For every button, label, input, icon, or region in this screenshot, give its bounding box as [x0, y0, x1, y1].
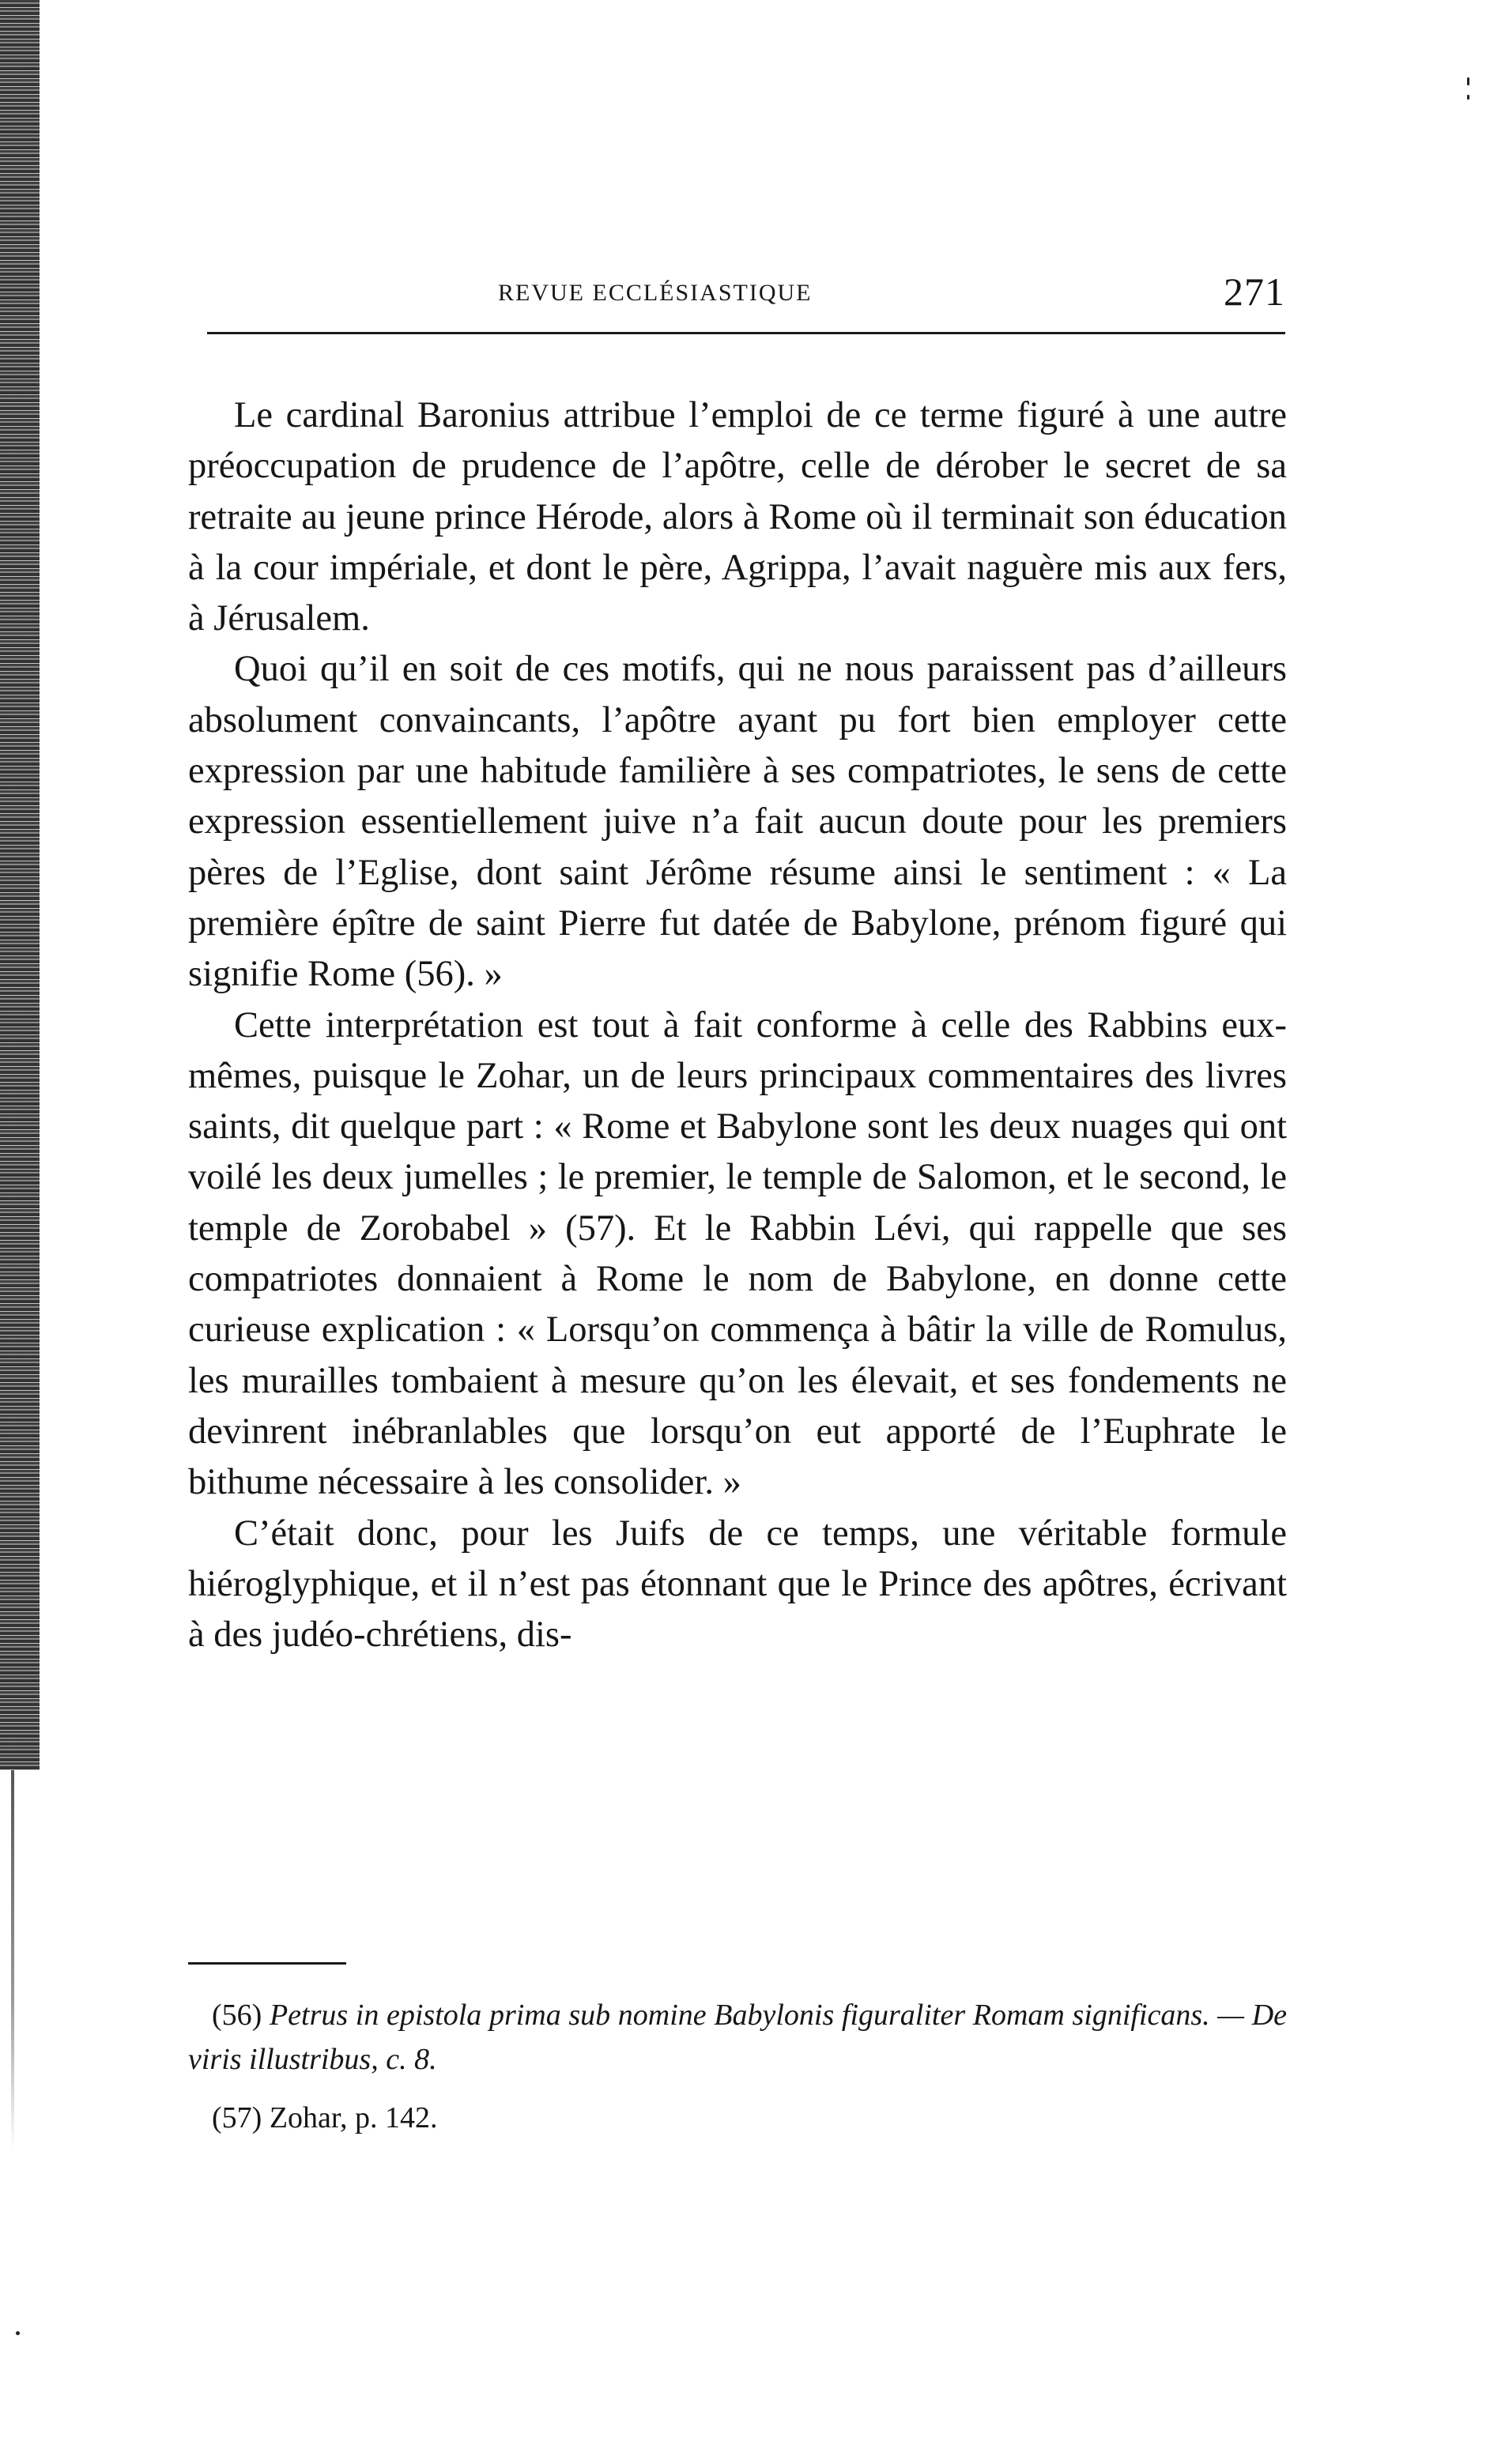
- scan-speck: [1467, 95, 1469, 100]
- footnote-rule: [188, 1962, 346, 1965]
- paragraph: C’était donc, pour les Juifs de ce temps, une véritable formule hiéroglyphique, et il n’est pas étonnant que le Prince des apôtres, écrivant à des judéo-chrétiens, dis-: [188, 1513, 1287, 1656]
- footnote-number: (56): [212, 1999, 262, 2032]
- scan-speck: [16, 2331, 20, 2335]
- running-title: REVUE ECCLÉSIASTIQUE: [498, 280, 813, 306]
- header-rule: [207, 332, 1285, 334]
- footnote: [188, 1993, 1287, 2082]
- paragraph: Cette interprétation est tout à fait conforme à celle des Rabbins eux-mêmes, puisque le Zohar, un de leurs principaux commentaires des livres saints, dit quelque part : « Rome et Babylone sont les deux nuages qui ont voilé les deux jumelles ; le premier, le temple de Salomon, et le second, le temple de Zorobabel » (57). Et le Rabbin Lévi, qui rappelle que ses compatriotes donnaient à Rome le nom de Babylone, en donne cette curieuse explication : « Lorsqu’on commença à bâtir la ville de Romulus, les murailles tombaient à mesure qu’on les élevait, et ses fondements ne devinrent inébranlables que lorsqu’on eut apporté de l’Euphrate le bithume nécessaire à les consolider. »: [188, 1004, 1287, 1503]
- footnote-text: Zohar, p. 142.: [269, 2101, 438, 2134]
- footnotes: [188, 1993, 1287, 2154]
- page-number: 271: [1224, 269, 1285, 314]
- paragraph: Le cardinal Baronius attribue l’emploi de ce terme figuré à une autre préoccupation de prudence de l’apôtre, celle de dérober le secret de sa retraite au jeune prince Hérode, alors à Rome où il terminait son éducation à la cour impériale, et dont le père, Agrippa, l’avait naguère mis aux fers, à Jérusalem.: [188, 395, 1287, 639]
- footnote-text: Petrus in epistola prima sub nomine Babylonis figuraliter Romam significans. — De viris illustribus, c. 8.: [188, 1999, 1288, 2076]
- running-head: [206, 269, 1285, 316]
- body-text: [188, 390, 1287, 1660]
- footnote: [188, 2096, 1287, 2140]
- binding-edge-fade: [11, 1770, 14, 2149]
- paragraph: Quoi qu’il en soit de ces motifs, qui ne nous paraissent pas d’ailleurs absolument convaincants, l’apôtre ayant pu fort bien employer cette expression par une habitude familière à ses compatriotes, le sens de cette expression essentiellement juive n’a fait aucun doute pour les premiers pères de l’Eglise, dont saint Jérôme résume ainsi le sentiment : « La première épître de saint Pierre fut datée de Babylone, prénom figuré qui signifie Rome (56). »: [188, 649, 1287, 995]
- binding-edge: [0, 0, 40, 1770]
- footnote-number: (57): [212, 2101, 262, 2134]
- scan-speck: [1467, 77, 1469, 85]
